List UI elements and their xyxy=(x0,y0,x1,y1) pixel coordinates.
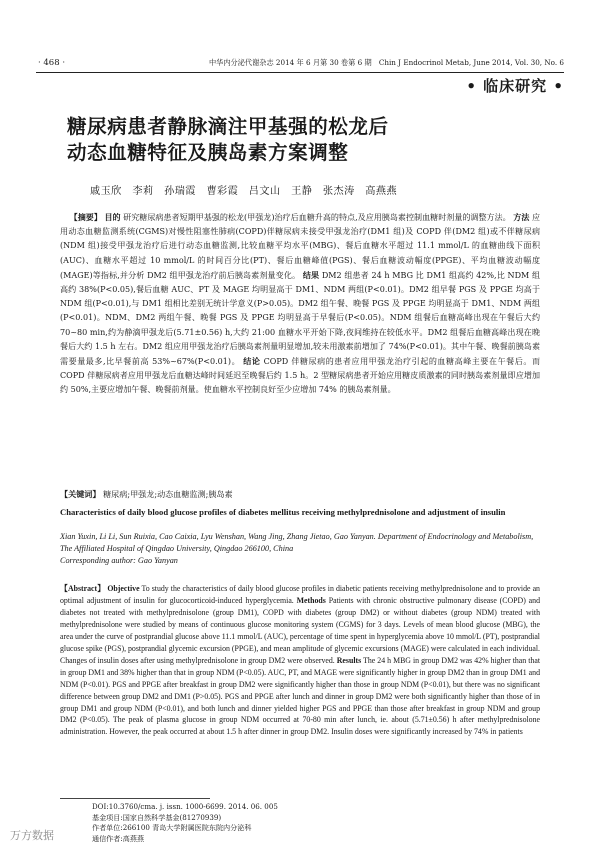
methods-label-cn: 方法 xyxy=(513,212,530,222)
results-cn: DM2 组患者 24 h MBG 比 DM1 组高约 42%,比 NDM 组高约 38%(P<0.05),餐后血糖 AUC、PT 及 MAGE 均明显高于 DM1、NDM 两组(P<0.01)。DM2 组早餐 PGS 及 PPGE 均高于 NDM 组(P<0.01),与 DM1 组相比差别无统计学意义(P>0.05)。DM2 组午餐、晚餐 PGS 及 PPGE 均明显高于 DM1、NDM 两组(P<0.01)。NDM、DM2 两组午餐、晚餐 PGS 及 PPGE 均明显高于早餐后(P<0.05)。NDM 组餐后血糖高峰出现在午餐后大约 70~80 min,约为静滴甲强龙后(5.71±0.56) h,大约 21:00 血糖水平开始下降,夜间维持在较低水平。DM2 组餐后血糖高峰出现在晚餐后大约 1.5 h 左右。DM2 组应用甲强龙治疗后胰岛素剂量明显增加,较未用激素前增加了 74%(P<0.01)。其中午餐、晚餐前胰岛素需要量最多,比早餐前高 53%~67%(P<0.01)。 xyxy=(60,270,541,367)
results-en: The 24 h MBG in group DM2 was 42% higher than that in group DM1 and 38% higher than that in group NDM (P<0.05). AUC, PT, and MAGE were significantly higher in group DM2 than in group DM1 and NDM (P<0.01). PGS and PPGE after breakfast in group DM2 were significantly higher than those in group NDM (P<0.01), but there was no significant difference between group DM2 and DM1 (P>0.05). PGS and PPGE after lunch and dinner in group DM2 were both significantly higher than those of in group DM1 and group NDM (P<0.01), and both lunch and dinner yielded higher PGS and PPGE than those after breakfast in group NDM and group DM2 (P<0.05). The peak of plasma glucose in group NDM occurred at 70-80 min after lunch, ie. about (5.71±0.56) h after methylprednisolone administration. However, the peak occurred at about 1.5 h after dinner in group DM2. Insulin doses were significantly increased by 74% in patients xyxy=(60,655,540,737)
conclusion-label-cn: 结论 xyxy=(243,356,261,367)
author-info-en xyxy=(60,531,540,567)
keywords-cn-text: 糖尿病;甲强龙;动态血糖监测;胰岛素 xyxy=(103,489,233,499)
methods-cn: 应用动态血糖监测系统(CGMS)对慢性阻塞性肺病(COPD)伴糖尿病未接受甲强龙治疗(DM1 组)及 COPD 伴(DM2 组)或不伴糖尿病(NDM 组)接受甲强龙治疗后进行动态血糖监测,比较血糖平均水平(MBG)、餐后血糖水平超过 11.1 mmol/L 的血糖曲线下面积(AUC)、血糖水平超过 10 mmol/L 的时间百分比(PT)、餐后血糖峰值(PGS)、餐后血糖波动幅度(PPGE)、平均血糖波动幅度(MAGE)等指标,并分析 DM2 组甲强龙治疗前后胰岛素剂量变化。 xyxy=(60,213,541,280)
fund: 基金项目:国家自然科学基金(81270939) xyxy=(92,812,222,822)
corresponding-author-en: Corresponding author: Gao Yanyan xyxy=(60,556,178,565)
objective-cn: 研究糖尿病患者短期甲基强的松龙(甲强龙)治疗后血糖升高的特点,及应用胰岛素控制血糖时剂量的调整方法。 xyxy=(123,213,511,222)
footnotes xyxy=(92,802,492,844)
methods-label-en: Methods xyxy=(296,595,326,605)
footnote-rule xyxy=(60,798,210,799)
journal-citation: 中华内分泌代谢杂志 2014 年 6 月第 30 卷第 6 期 Chin J Endocrinol Metab, June 2014, Vol. 30, No. 6 xyxy=(208,58,564,67)
title-en: Characteristics of daily blood glucose profiles of diabetes mellitus receiving methylprednisolone and adjustment of insulin xyxy=(60,507,506,517)
header-rule xyxy=(36,72,564,73)
results-label-cn: 结果 xyxy=(302,269,320,280)
doi: DOI:10.3760/cma. j. issn. 1000-6699. 2014. 06. 005 xyxy=(92,802,278,811)
title-line-2: 动态血糖特征及胰岛素方案调整 xyxy=(67,141,349,164)
conclusion-cn: COPD 伴糖尿病的患者应用甲强龙治疗引起的血糖高峰主要在午餐后。而 COPD 伴糖尿病者应用甲强龙后血糖达峰时间延迟至晚餐后约 1.5 h。2 型糖尿病患者开始应用糖皮质激素的同时胰岛素剂量即应增加约 50%,主要应增加午餐、晚餐前剂量。使血糖水平控制良好至少应增加 74% 的胰岛素剂量。 xyxy=(60,357,541,395)
affiliation-en: Department of Endocrinology and Metabolism, The Affiliated Hospital of Qingdao University, Qingdao 266100, China xyxy=(60,532,534,553)
page-number: · 468 · xyxy=(38,58,66,68)
results-label-en: Results xyxy=(336,655,362,665)
abstract-en-label: 【Abstract】 xyxy=(60,584,106,593)
article-title xyxy=(67,114,547,166)
authors-en: Xian Yuxin, Li Li, Sun Ruixia, Cao Caixia, Lyu Wenshan, Wang Jing, Zhang Jietao, Gao Yanyan. xyxy=(60,532,376,541)
abstract-cn-label: 【摘要】 xyxy=(69,212,102,222)
objective-label-cn: 目的 xyxy=(104,212,121,222)
abstract-cn xyxy=(60,210,540,398)
author-affiliation: 作者单位:266100 青岛大学附属医院东院内分泌科 xyxy=(92,823,252,832)
abstract-en xyxy=(60,583,540,738)
authors-cn: 戚玉欣 李莉 孙瑞霞 曹彩霞 吕文山 王静 张杰涛 高燕燕 xyxy=(90,186,398,197)
title-line-1: 糖尿病患者静脉滴注甲基强的松龙后 xyxy=(67,115,389,138)
section-label: • 临床研究 • xyxy=(466,77,564,95)
keywords-cn-label: 【关键词】 xyxy=(60,489,101,499)
keywords-cn xyxy=(60,489,540,500)
correspondence: 通信作者:高燕燕 xyxy=(92,833,145,843)
methods-en: Patients with chronic obstructive pulmonary disease (COPD) and diabetes not treated with methylprednisolone (group DM1), COPD with diabetes (group DM2) or without diabetes (group NDM) treated with methylprednisolone were studied by means of continuous glucose monitoring system (CGMS) for 3 days. Levels of mean blood glucose (MBG), the area under the curve of postprandial glucose above 11.1 mmol/L (AUC), percentage of time spent in hyperglycemia above 10 mmol/L (PT), postprandial glucose spike (PGS), postprandial glycemic excursion (PPGE), and mean amplitude of glycemic excursions (MAGE) were calculated in each individual. Changes of insulin doses after using methylprednisolone in group DM2 were observed. xyxy=(60,595,541,665)
objective-label-en: Objective xyxy=(107,584,140,593)
watermark: 万方数据 xyxy=(10,829,54,842)
objective-en: To study the characteristics of daily blood glucose profiles in diabetic patients receiving methylprednisolone and to provide an optimal adjustment of insulin for glucocorticoid-induced hyperglycemia. xyxy=(60,584,540,605)
